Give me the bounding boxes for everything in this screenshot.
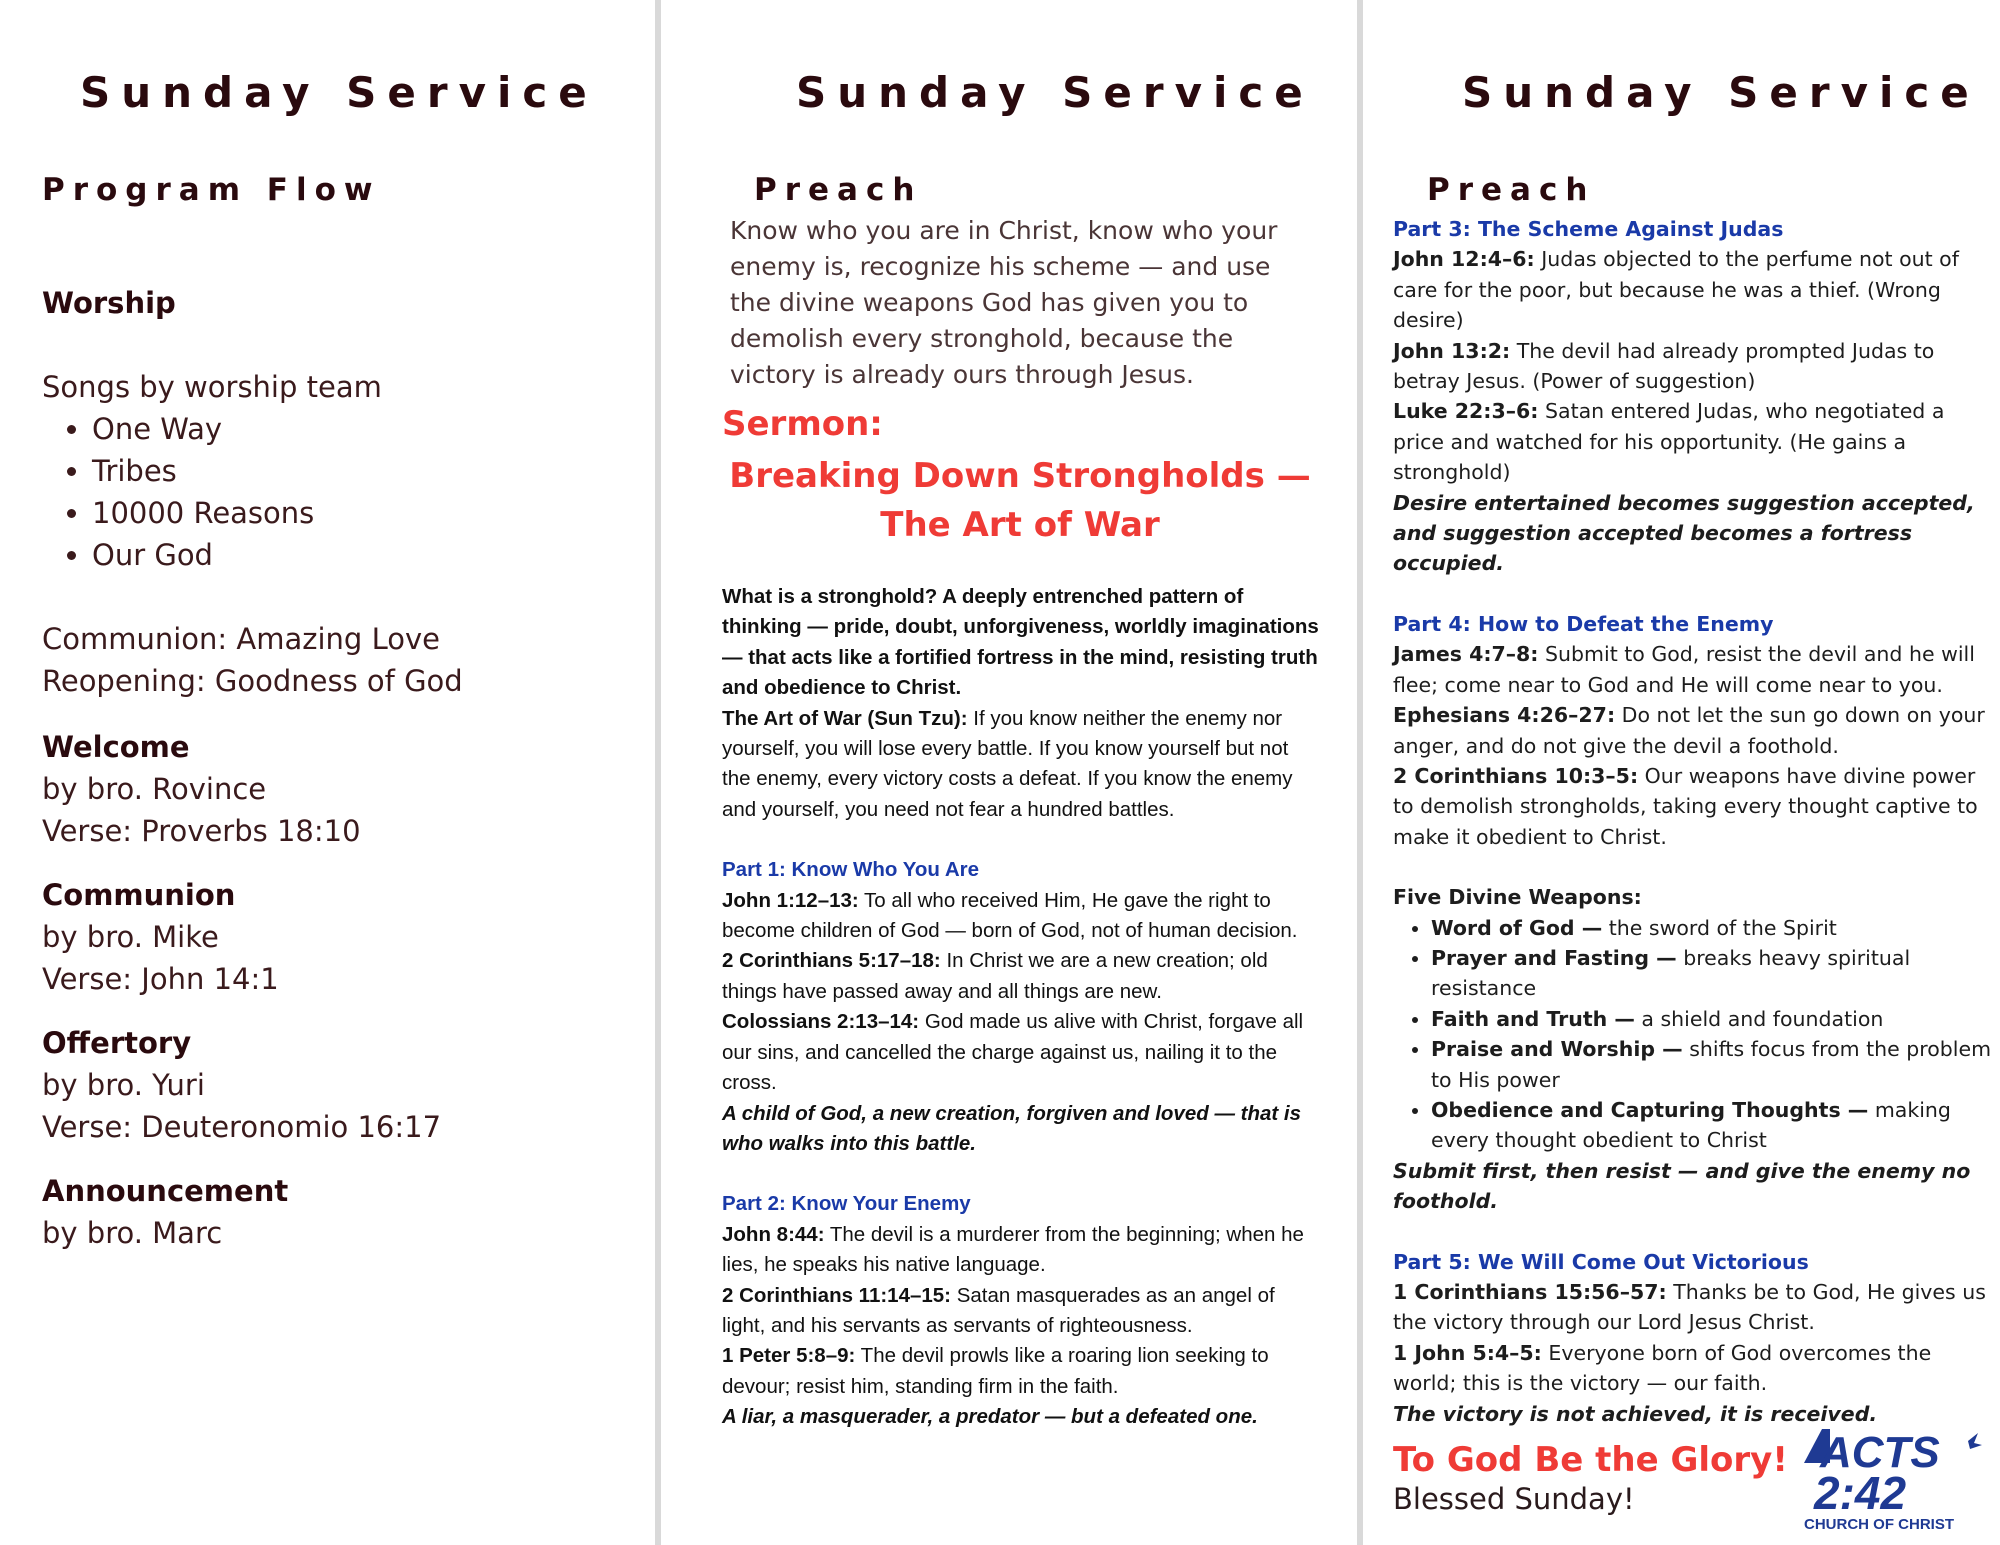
offertory-section bbox=[42, 1022, 642, 1148]
verse-text: To all who received Him, He gave the right to become children of God — born of God, not of human decision. bbox=[722, 888, 1298, 943]
verse-entry bbox=[1393, 336, 1993, 397]
verse-reference: 2 Corinthians 5:17–18: bbox=[722, 949, 941, 973]
column-divider-right bbox=[1357, 0, 1363, 1545]
weapon-name: Prayer and Fasting — bbox=[1431, 945, 1677, 970]
preach-intro: Know who you are in Christ, know who your enemy is, recognize his scheme — and use the divine weapons God has given you to demolish every stronghold, because the victory is already ours through Jesus. bbox=[730, 216, 1278, 389]
verse-reference: 2 Corinthians 11:14–15: bbox=[722, 1283, 952, 1307]
art-of-war-quote bbox=[722, 704, 1322, 826]
weapon-item bbox=[1431, 943, 1993, 1004]
song-item: • Our God bbox=[92, 534, 642, 576]
communion-verse: Verse: John 14:1 bbox=[42, 962, 279, 996]
welcome-by: by bro. Rovince bbox=[42, 772, 267, 806]
weapon-desc: breaks heavy spiritual resistance bbox=[1431, 945, 1911, 1001]
part-5-summary: The victory is not achieved, it is received. bbox=[1393, 1401, 1878, 1426]
reopening-song: Reopening: Goodness of God bbox=[42, 664, 463, 698]
verse-entry bbox=[1393, 396, 1993, 487]
weapon-name: Praise and Worship — bbox=[1431, 1037, 1683, 1062]
logo-line-3: CHURCH OF CHRIST bbox=[1804, 1516, 1954, 1533]
verse-entry bbox=[722, 1007, 1322, 1098]
offertory-by: by bro. Yuri bbox=[42, 1068, 205, 1102]
communion-section bbox=[42, 874, 642, 1000]
announcement-title: Announcement bbox=[42, 1174, 289, 1208]
verse-text: The devil had already prompted Judas to betray Jesus. (Power of suggestion) bbox=[1393, 338, 1935, 394]
weapon-desc: shifts focus from the problem to His power bbox=[1431, 1037, 1992, 1092]
part-4-title: Part 4: How to Defeat the Enemy bbox=[1393, 611, 1774, 636]
art-of-war-label: The Art of War (Sun Tzu): bbox=[722, 706, 968, 730]
verse-text: Thanks be to God, He gives us the victory through our Lord Jesus Christ. bbox=[1393, 1280, 1986, 1335]
verse-entry bbox=[1393, 761, 1993, 852]
weapon-item bbox=[1431, 1004, 1993, 1034]
closing-blessing: Blessed Sunday! bbox=[1393, 1482, 1635, 1516]
verse-reference: 1 Corinthians 15:56–57: bbox=[1393, 1280, 1667, 1304]
weapon-name: Word of God — bbox=[1431, 915, 1603, 940]
communion-song: Communion: Amazing Love bbox=[42, 622, 440, 656]
communion-title: Communion bbox=[42, 878, 236, 912]
verse-text: Our weapons have divine power to demolish strongholds, taking every thought captive to make it obedient to Christ. bbox=[1393, 763, 1978, 849]
verse-text: Do not let the sun go down on your anger, and do not give the devil a foothold. bbox=[1393, 703, 1985, 758]
welcome-title: Welcome bbox=[42, 730, 190, 764]
weapons-summary: Submit first, then resist — and give the enemy no foothold. bbox=[1393, 1158, 1971, 1214]
verse-entry bbox=[1393, 1338, 1993, 1399]
verse-reference: 1 John 5:4–5: bbox=[1393, 1340, 1542, 1365]
weapons-list bbox=[1393, 913, 1993, 1156]
sermon-label: Sermon: bbox=[722, 404, 883, 444]
verse-reference: John 8:44: bbox=[722, 1222, 825, 1246]
verse-text: The devil prowls like a roaring lion seeking to devour; resist him, standing firm in the faith. bbox=[722, 1344, 1269, 1398]
part-1-title: Part 1: Know Who You Are bbox=[722, 858, 980, 882]
column-1-header: Sunday Service bbox=[80, 68, 598, 117]
verse-entry bbox=[1393, 244, 1993, 335]
offertory-title: Offertory bbox=[42, 1026, 192, 1060]
sermon-body bbox=[722, 582, 1322, 1433]
verse-reference: John 13:2: bbox=[1393, 338, 1511, 363]
worship-intro: Songs by worship team bbox=[42, 370, 382, 404]
weapon-item bbox=[1431, 913, 1993, 943]
welcome-section bbox=[42, 726, 642, 852]
preach-heading: Preach bbox=[754, 172, 923, 208]
worship-section bbox=[42, 282, 642, 702]
closing-glory: To God Be the Glory! bbox=[1393, 1440, 1788, 1480]
verse-entry bbox=[1393, 700, 1993, 761]
part-3-title: Part 3: The Scheme Against Judas bbox=[1393, 217, 1784, 241]
verse-reference: Ephesians 4:26–27: bbox=[1393, 703, 1616, 728]
verse-entry bbox=[1393, 1277, 1993, 1338]
announcement-section bbox=[42, 1170, 642, 1254]
verse-entry bbox=[1393, 639, 1993, 700]
part-2-summary: A liar, a masquerader, a predator — but a defeated one. bbox=[722, 1405, 1258, 1429]
verse-entry bbox=[722, 886, 1322, 947]
verse-text: Submit to God, resist the devil and he will flee; come near to God and He will come near to you. bbox=[1393, 642, 1975, 697]
verse-entry bbox=[722, 1281, 1322, 1342]
column-divider-left bbox=[655, 0, 661, 1545]
verse-text: Judas objected to the perfume not out of care for the poor, but because he was a thief. (Wrong desire) bbox=[1393, 247, 1959, 333]
stronghold-definition: What is a stronghold? A deeply entrenched pattern of thinking — pride, doubt, unforgiveness, worldly imaginations — that acts like a fortified fortress in the mind, resisting truth and obedience to Christ. bbox=[722, 585, 1319, 700]
logo-line-2: 2:42 bbox=[1814, 1467, 1907, 1519]
verse-reference: John 1:12–13: bbox=[722, 888, 859, 912]
verse-reference: Luke 22:3–6: bbox=[1393, 399, 1539, 424]
weapon-name: Faith and Truth — bbox=[1431, 1006, 1635, 1031]
sermon-title-line-1: Breaking Down Strongholds — bbox=[729, 456, 1311, 496]
logo-line-1: ACTS bbox=[1820, 1428, 1940, 1477]
verse-text: Satan masquerades as an angel of light, and his servants as servants of righteousness. bbox=[722, 1283, 1275, 1337]
verse-entry bbox=[722, 1220, 1322, 1281]
verse-reference: James 4:7–8: bbox=[1393, 642, 1539, 667]
song-item: • Tribes bbox=[92, 450, 642, 492]
weapon-desc: making every thought obedient to Christ bbox=[1431, 1097, 1951, 1153]
verse-reference: 1 Peter 5:8–9: bbox=[722, 1344, 856, 1368]
column-2-header: Sunday Service bbox=[796, 68, 1314, 117]
offertory-verse: Verse: Deuteronomio 16:17 bbox=[42, 1110, 442, 1144]
verse-text: God made us alive with Christ, forgave all our sins, and cancelled the charge against us, nailing it to the cross. bbox=[722, 1010, 1304, 1095]
song-item: • 10000 Reasons bbox=[92, 492, 642, 534]
church-logo bbox=[1800, 1425, 1990, 1535]
sermon-title-line-2: The Art of War bbox=[880, 505, 1160, 545]
verse-entry bbox=[722, 946, 1322, 1007]
weapon-desc: a shield and foundation bbox=[1634, 1006, 1884, 1031]
column-3-header: Sunday Service bbox=[1462, 68, 1980, 117]
weapon-item bbox=[1431, 1034, 1993, 1095]
sermon-body-continued bbox=[1393, 214, 1993, 1429]
weapon-item bbox=[1431, 1095, 1993, 1156]
song-list bbox=[42, 408, 642, 576]
weapons-title: Five Divine Weapons: bbox=[1393, 885, 1642, 910]
worship-title: Worship bbox=[42, 286, 176, 320]
verse-text: In Christ we are a new creation; old things have passed away and all things are new. bbox=[722, 949, 1268, 1003]
part-5-title: Part 5: We Will Come Out Victorious bbox=[1393, 1249, 1809, 1274]
verse-entry bbox=[722, 1341, 1322, 1402]
art-of-war-text: If you know neither the enemy nor yourself, you will lose every battle. If you know yourself but not the enemy, every victory costs a defeat. If you know the enemy and yourself, you need not fear a hundred battles. bbox=[722, 706, 1293, 821]
sermon-title bbox=[680, 452, 1360, 550]
announcement-by: by bro. Marc bbox=[42, 1216, 223, 1250]
preach-heading-continued: Preach bbox=[1427, 172, 1596, 208]
part-2-title: Part 2: Know Your Enemy bbox=[722, 1192, 971, 1216]
program-flow-heading: Program Flow bbox=[42, 172, 381, 208]
dove-icon bbox=[1968, 1433, 1982, 1449]
weapon-name: Obedience and Capturing Thoughts — bbox=[1431, 1097, 1869, 1122]
song-item: • One Way bbox=[92, 408, 642, 450]
weapon-desc: the sword of the Spirit bbox=[1602, 915, 1837, 940]
part-3-summary: Desire entertained becomes suggestion accepted, and suggestion accepted becomes a fortress occupied. bbox=[1393, 490, 1975, 576]
part-1-summary: A child of God, a new creation, forgiven and loved — that is who walks into this battle. bbox=[722, 1101, 1302, 1155]
verse-reference: John 12:4–6: bbox=[1393, 247, 1535, 272]
verse-reference: Colossians 2:13–14: bbox=[722, 1010, 920, 1034]
welcome-verse: Verse: Proverbs 18:10 bbox=[42, 814, 361, 848]
verse-text: Everyone born of God overcomes the world; this is the victory — our faith. bbox=[1393, 1340, 1932, 1396]
verse-text: The devil is a murderer from the beginning; when he lies, he speaks his native language. bbox=[722, 1222, 1304, 1277]
communion-by: by bro. Mike bbox=[42, 920, 219, 954]
verse-reference: 2 Corinthians 10:3–5: bbox=[1393, 763, 1639, 788]
verse-text: Satan entered Judas, who negotiated a price and watched for his opportunity. (He gains a stronghold) bbox=[1393, 399, 1945, 485]
